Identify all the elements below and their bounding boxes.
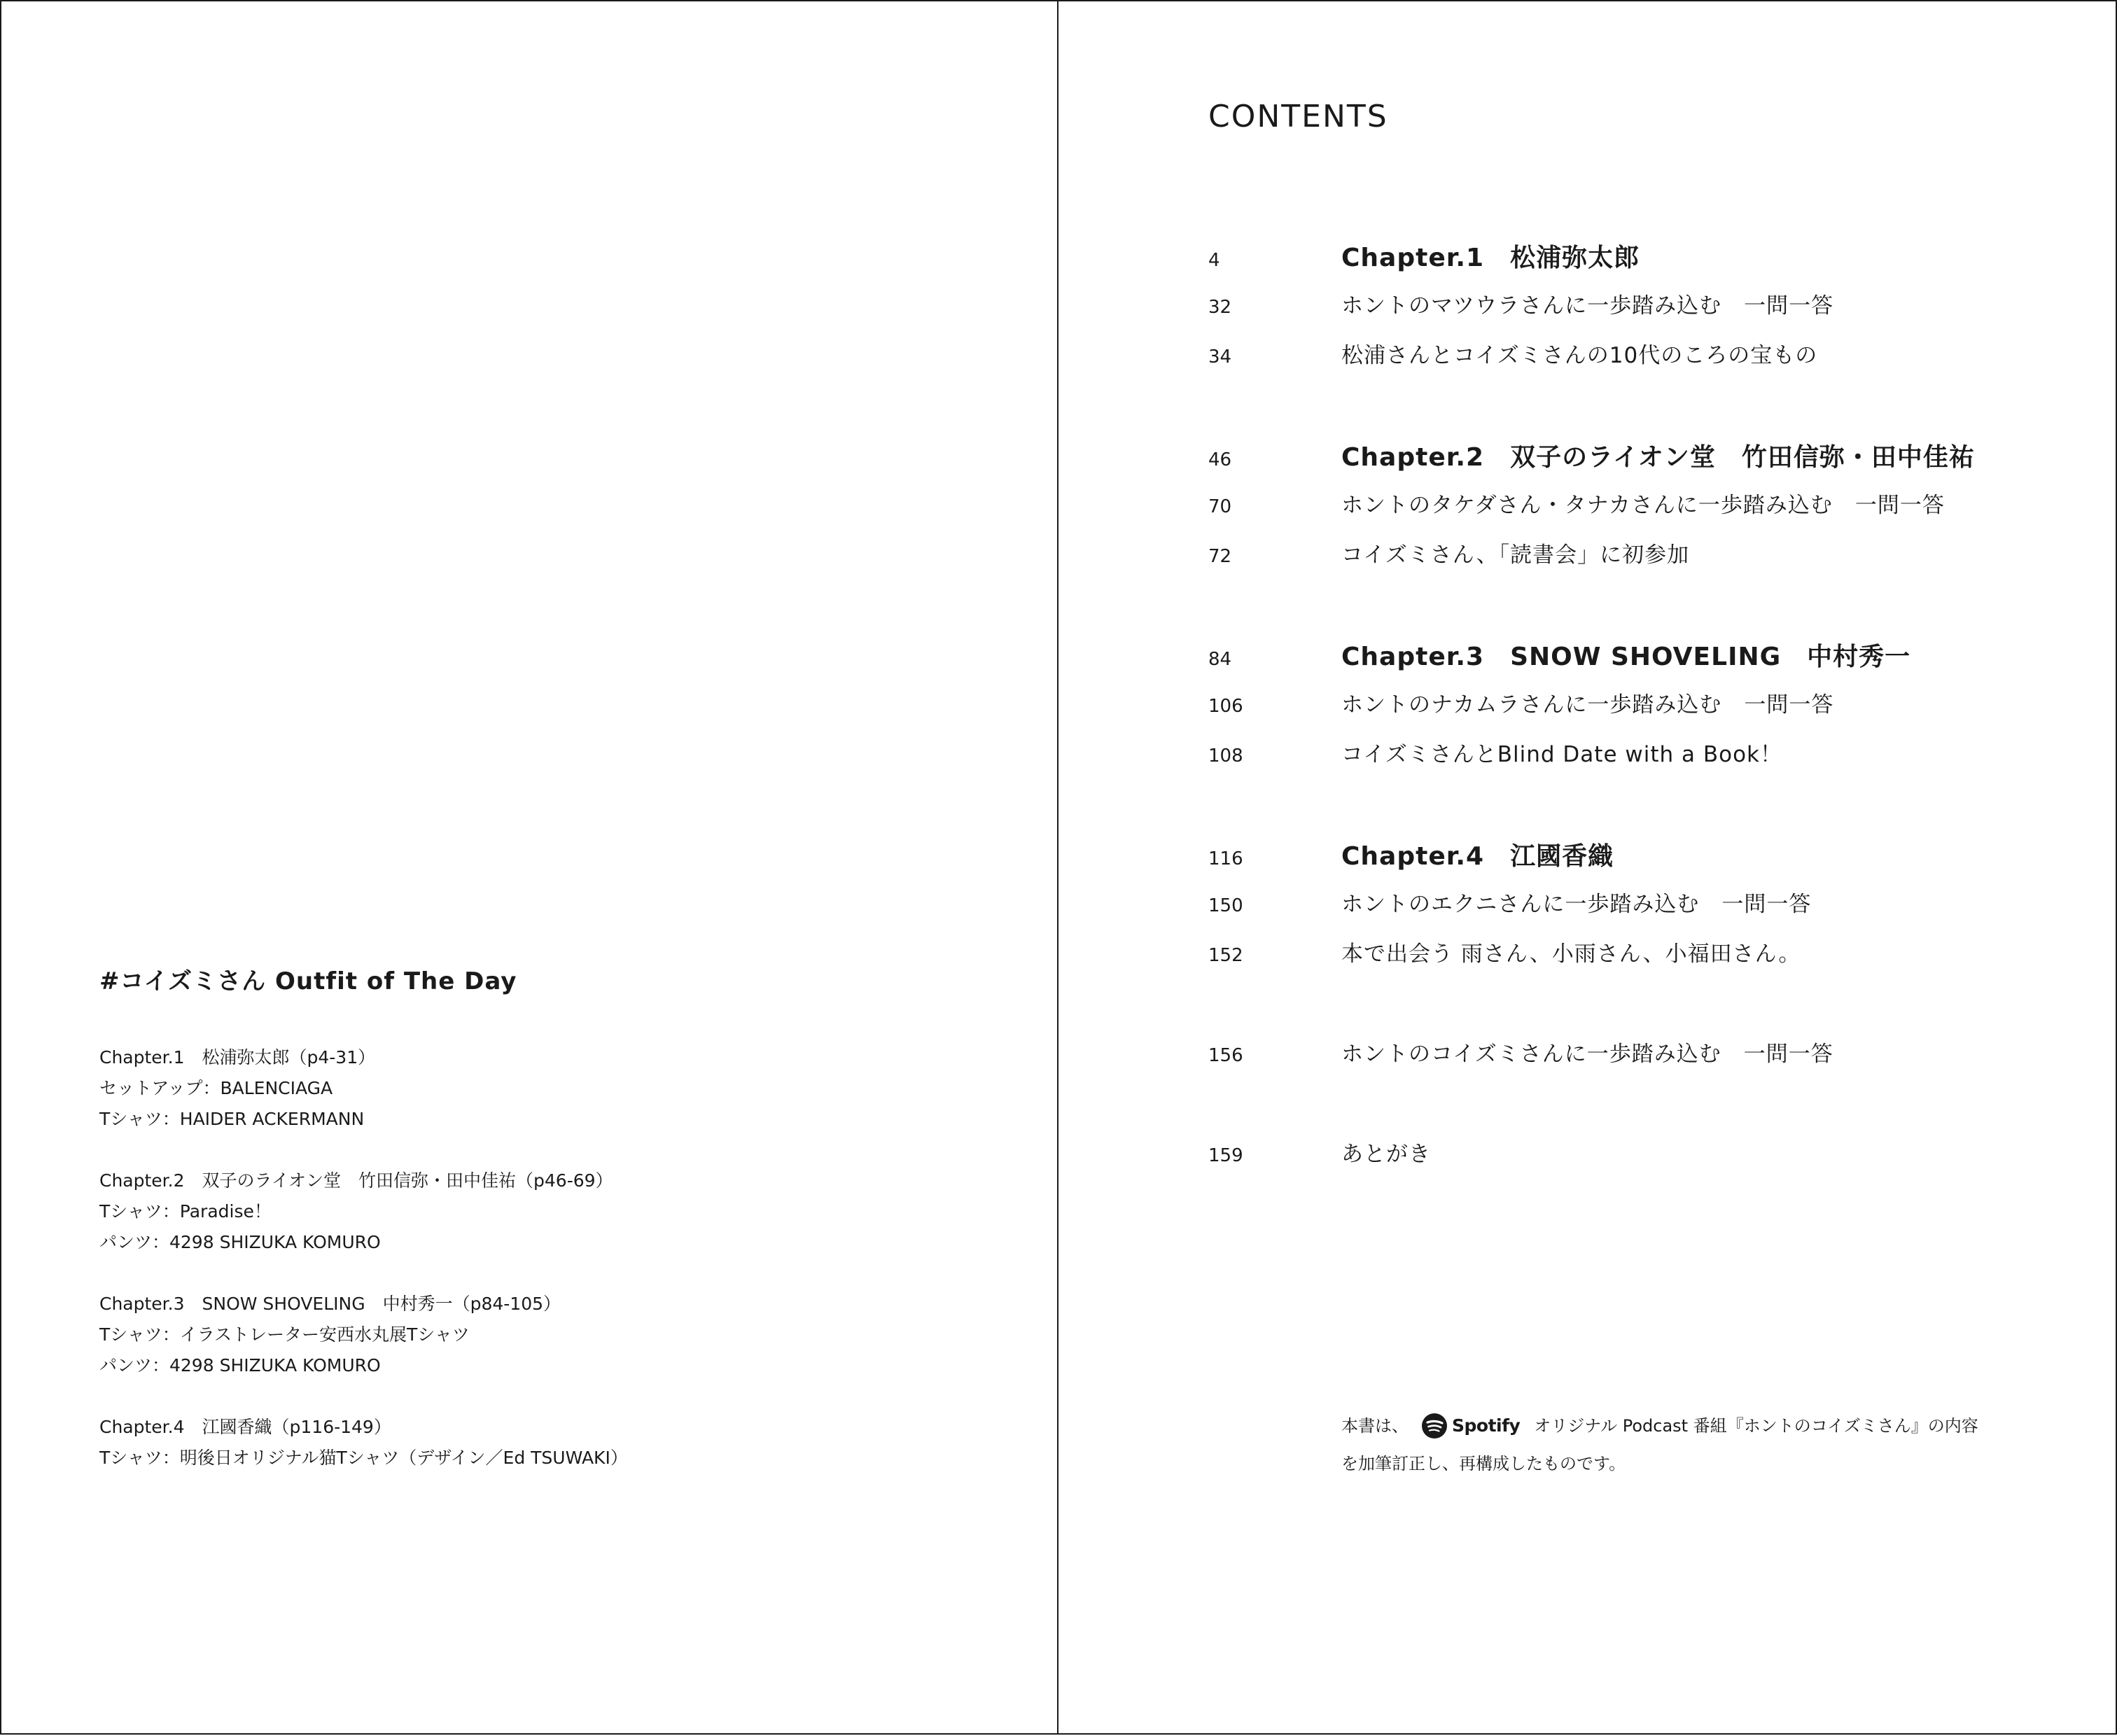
note-line-2: を加筆訂正し、再構成したものです。 bbox=[1341, 1454, 1626, 1474]
toc-chapter-row bbox=[1208, 438, 2076, 487]
outfit-line: Tシャツ：Paradise！ bbox=[99, 1201, 272, 1222]
toc-page-number: 152 bbox=[1208, 945, 1243, 966]
toc-chapter-row bbox=[1208, 238, 2076, 288]
spotify-wordmark: Spotify bbox=[1452, 1415, 1521, 1436]
toc-row bbox=[1208, 736, 2076, 786]
toc-row bbox=[1208, 1136, 2076, 1186]
left-page bbox=[0, 0, 1058, 1735]
toc-page-number: 4 bbox=[1208, 250, 1220, 271]
note-suffix: オリジナル Podcast 番組『ホントのコイズミさん』の内容 bbox=[1534, 1416, 1978, 1436]
toc-entry-title: ホントのタケダさん・タナカさんに一歩踏み込む 一問一答 bbox=[1341, 493, 1945, 518]
toc-row bbox=[1208, 487, 2076, 537]
toc-group bbox=[1208, 836, 2076, 986]
toc-page-number: 116 bbox=[1208, 848, 1243, 869]
toc-page-number: 156 bbox=[1208, 1045, 1243, 1066]
toc-row bbox=[1208, 337, 2076, 387]
outfit-line: パンツ：4298 SHIZUKA KOMURO bbox=[99, 1232, 381, 1252]
toc-group bbox=[1208, 1136, 2076, 1186]
note-prefix: 本書は、 bbox=[1341, 1416, 1409, 1436]
outfit-line: Tシャツ：HAIDER ACKERMANN bbox=[99, 1109, 365, 1129]
toc-page-number: 72 bbox=[1208, 546, 1232, 567]
toc-entry-title: コイズミさん、「読書会」に初参加 bbox=[1341, 542, 1690, 568]
spotify-icon bbox=[1421, 1413, 1448, 1439]
toc-chapter-title: Chapter.2 双子のライオン堂 竹田信弥・田中佳祐 bbox=[1341, 443, 1975, 472]
toc-page-number: 84 bbox=[1208, 649, 1232, 670]
outfit-line: パンツ：4298 SHIZUKA KOMURO bbox=[99, 1355, 381, 1376]
toc-row bbox=[1208, 936, 2076, 986]
toc-page-number: 46 bbox=[1208, 449, 1232, 470]
toc-chapter-row bbox=[1208, 637, 2076, 687]
outfit-group bbox=[99, 1166, 1009, 1258]
toc-chapter-row bbox=[1208, 836, 2076, 886]
toc-row bbox=[1208, 288, 2076, 337]
outfit-line: Chapter.3 SNOW SHOVELING 中村秀一（p84-105） bbox=[99, 1294, 561, 1314]
publication-note bbox=[1341, 1407, 2083, 1483]
toc-page-number: 108 bbox=[1208, 746, 1243, 766]
outfit-group bbox=[99, 1289, 1009, 1381]
toc-page-number: 70 bbox=[1208, 496, 1232, 517]
table-of-contents bbox=[1208, 238, 2076, 1236]
toc-entry-title: 本で出会う 雨さん、小雨さん、小福田さん。 bbox=[1341, 941, 1801, 967]
toc-entry-title: ホントのナカムラさんに一歩踏み込む 一問一答 bbox=[1341, 692, 1834, 718]
toc-row bbox=[1208, 687, 2076, 736]
toc-entry-title: ホントのコイズミさんに一歩踏み込む 一問一答 bbox=[1341, 1042, 1833, 1067]
toc-row bbox=[1208, 886, 2076, 936]
toc-row bbox=[1208, 537, 2076, 587]
toc-page-number: 106 bbox=[1208, 696, 1243, 717]
outfit-credits bbox=[99, 964, 1009, 1504]
toc-chapter-title: Chapter.1 松浦弥太郎 bbox=[1341, 244, 1640, 272]
toc-page-number: 159 bbox=[1208, 1145, 1243, 1166]
toc-page-number: 32 bbox=[1208, 297, 1232, 318]
outfit-group bbox=[99, 1412, 1009, 1474]
toc-entry-title: 松浦さんとコイズミさんの10代のころの宝もの bbox=[1341, 343, 1818, 368]
toc-group bbox=[1208, 438, 2076, 587]
toc-entry-title: あとがき bbox=[1341, 1142, 1431, 1167]
toc-entry-title: コイズミさんとBlind Date with a Book！ bbox=[1341, 742, 1783, 767]
outfit-groups bbox=[99, 1042, 1009, 1474]
outfit-line: セットアップ：BALENCIAGA bbox=[99, 1078, 333, 1098]
outfit-line: Chapter.4 江國香織（p116-149） bbox=[99, 1417, 391, 1437]
spotify-logo bbox=[1421, 1407, 1520, 1445]
toc-group bbox=[1208, 238, 2076, 387]
toc-group bbox=[1208, 1036, 2076, 1086]
toc-entry-title: ホントのエクニさんに一歩踏み込む 一問一答 bbox=[1341, 892, 1812, 917]
toc-chapter-title: Chapter.3 SNOW SHOVELING 中村秀一 bbox=[1341, 643, 1911, 671]
toc-group bbox=[1208, 637, 2076, 786]
toc-page-number: 150 bbox=[1208, 895, 1243, 916]
outfit-line: Tシャツ：明後日オリジナル猫Tシャツ（デザイン／Ed TSUWAKI） bbox=[99, 1448, 628, 1468]
note-line-1 bbox=[1341, 1407, 2083, 1445]
outfit-title: #コイズミさん Outfit of The Day bbox=[99, 967, 517, 995]
toc-row bbox=[1208, 1036, 2076, 1086]
toc-entry-title: ホントのマツウラさんに一歩踏み込む 一問一答 bbox=[1341, 293, 1834, 318]
toc-chapter-title: Chapter.4 江國香織 bbox=[1341, 842, 1614, 871]
contents-title: CONTENTS bbox=[1208, 99, 1388, 134]
toc-page-number: 34 bbox=[1208, 346, 1232, 368]
outfit-line: Chapter.2 双子のライオン堂 竹田信弥・田中佳祐（p46-69） bbox=[99, 1170, 613, 1191]
right-page bbox=[1057, 0, 2117, 1735]
outfit-group bbox=[99, 1042, 1009, 1135]
outfit-line: Tシャツ：イラストレーター安西水丸展Tシャツ bbox=[99, 1324, 470, 1345]
outfit-line: Chapter.1 松浦弥太郎（p4-31） bbox=[99, 1047, 376, 1068]
